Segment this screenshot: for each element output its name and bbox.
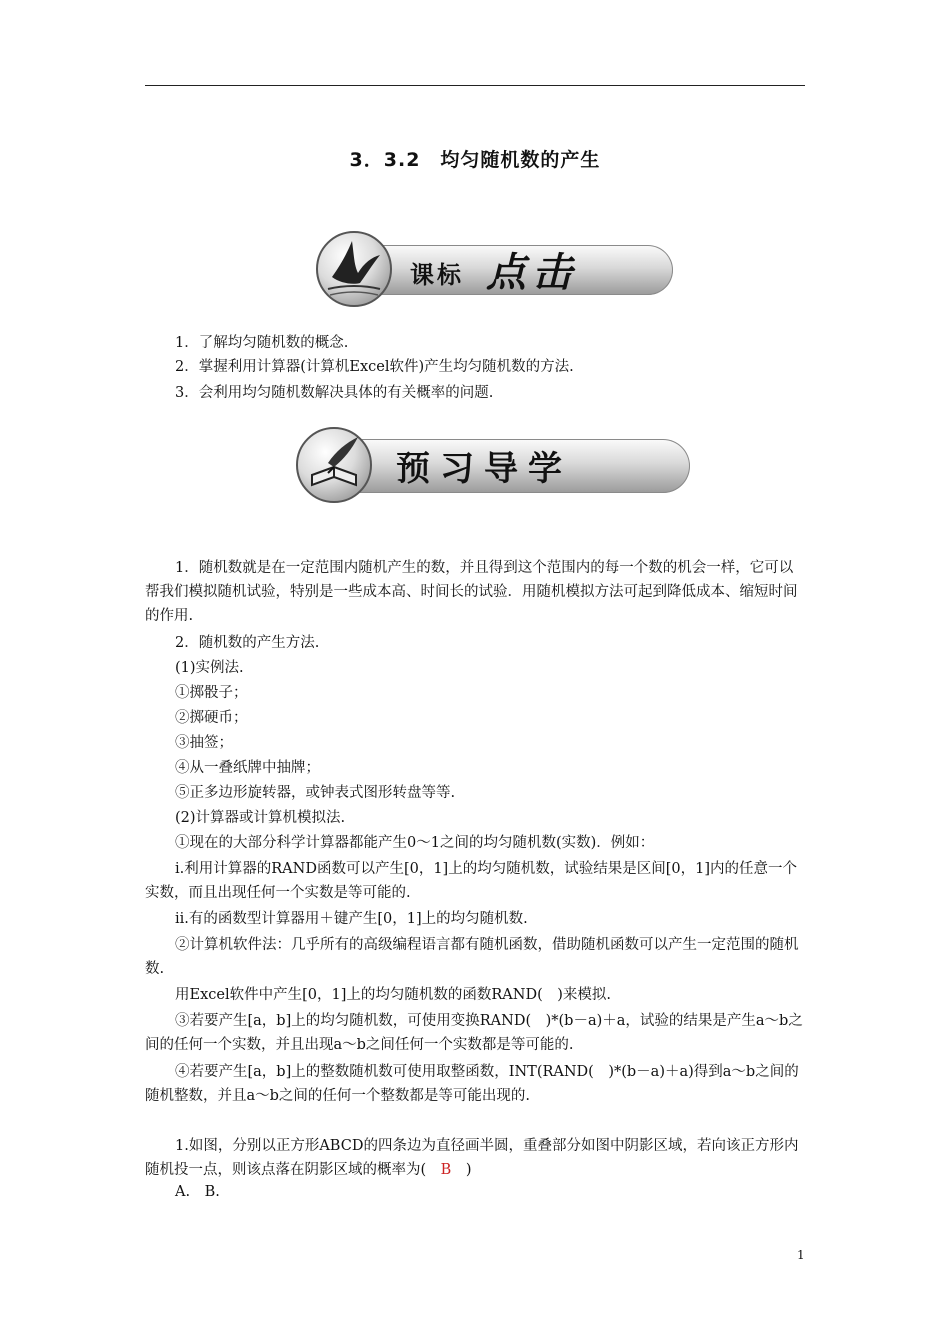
banner-preview-guide: [262, 425, 690, 495]
banner1-small-label: 课标: [410, 261, 464, 289]
list-item: ⑤正多边形旋转器，或钟表式图形转盘等等.: [175, 785, 456, 801]
paragraph-integer-random: ④若要产生[a，b]上的整数随机数可使用取整函数，INT(RAND( )*(b－a)＋a)得到a～b之间的随机整数，并且a～b之间的任何一个整数都是等可能出现的.: [145, 1064, 799, 1104]
question-1-answer: B: [440, 1162, 452, 1178]
question-1: [145, 1134, 805, 1182]
header-rule: [145, 85, 805, 86]
list-item: ①掷骰子；: [175, 685, 248, 701]
question-1-options: A. B.: [175, 1184, 220, 1200]
paragraph-excel-rand: 用Excel软件中产生[0，1]上的均匀随机数的函数RAND( )来模拟.: [175, 987, 611, 1003]
page-number: 1: [797, 1248, 805, 1262]
paragraph-function-calculator: ⅱ.有的函数型计算器用＋键产生[0，1]上的均匀随机数.: [175, 911, 528, 927]
banner-course-objectives: [278, 233, 673, 303]
banner1-big-label: 点击: [486, 250, 578, 296]
list-item: ②掷硬币；: [175, 710, 248, 726]
paragraph-calculator: ①现在的大部分科学计算器都能产生0～1之间的均匀随机数(实数)．例如：: [175, 835, 655, 851]
page-title: 3．3.2 均匀随机数的产生: [349, 149, 601, 171]
paragraph-rand-function: ⅰ.利用计算器的RAND函数可以产生[0，1]上的均匀随机数，试验结果是区间[0，1]内的任意一个实数，而且出现任何一个实数是等可能的.: [145, 861, 797, 901]
objective-2: 2．掌握利用计算器(计算机Excel软件)产生均匀随机数的方法.: [175, 359, 574, 375]
list-item: ④从一叠纸牌中抽牌；: [175, 760, 320, 776]
objective-1: 1．了解均匀随机数的概念.: [175, 335, 349, 351]
banner2-label: 预习导学: [396, 449, 572, 489]
paragraph-computer-simulation: (2)计算器或计算机模拟法.: [175, 810, 346, 826]
paragraph-random-number-definition: 1．随机数就是在一定范围内随机产生的数，并且得到这个范围内的每一个数的机会一样，它可以帮我们模拟随机试验，特别是一些成本高、时间长的试验．用随机模拟方法可起到降低成本、缩短时间的作用.: [145, 560, 798, 624]
list-item: ③抽签；: [175, 735, 233, 751]
bird-emblem-icon: [316, 231, 392, 307]
paragraph-instance-method: (1)实例法.: [175, 660, 244, 676]
question-1-text: 1.如图，分别以正方形ABCD的四条边为直径画半圆，重叠部分如图中阴影区域，若向该正方形内随机投一点，则该点落在阴影区域的概率为(: [145, 1138, 799, 1178]
paragraph-interval-transform: ③若要产生[a，b]上的均匀随机数，可使用变换RAND( )*(b－a)＋a，试验的结果是产生a～b之间的任何一个实数，并且出现a～b之间任何一个实数都是等可能的.: [145, 1013, 803, 1053]
question-1-close: ): [465, 1162, 472, 1178]
book-quill-emblem-icon: [296, 427, 372, 503]
paragraph-software-method: ②计算机软件法：几乎所有的高级编程语言都有随机函数，借助随机函数可以产生一定范围的随机数.: [145, 937, 799, 977]
objective-3: 3．会利用均匀随机数解决具体的有关概率的问题.: [175, 385, 494, 401]
paragraph-generation-methods: 2．随机数的产生方法.: [175, 635, 320, 651]
